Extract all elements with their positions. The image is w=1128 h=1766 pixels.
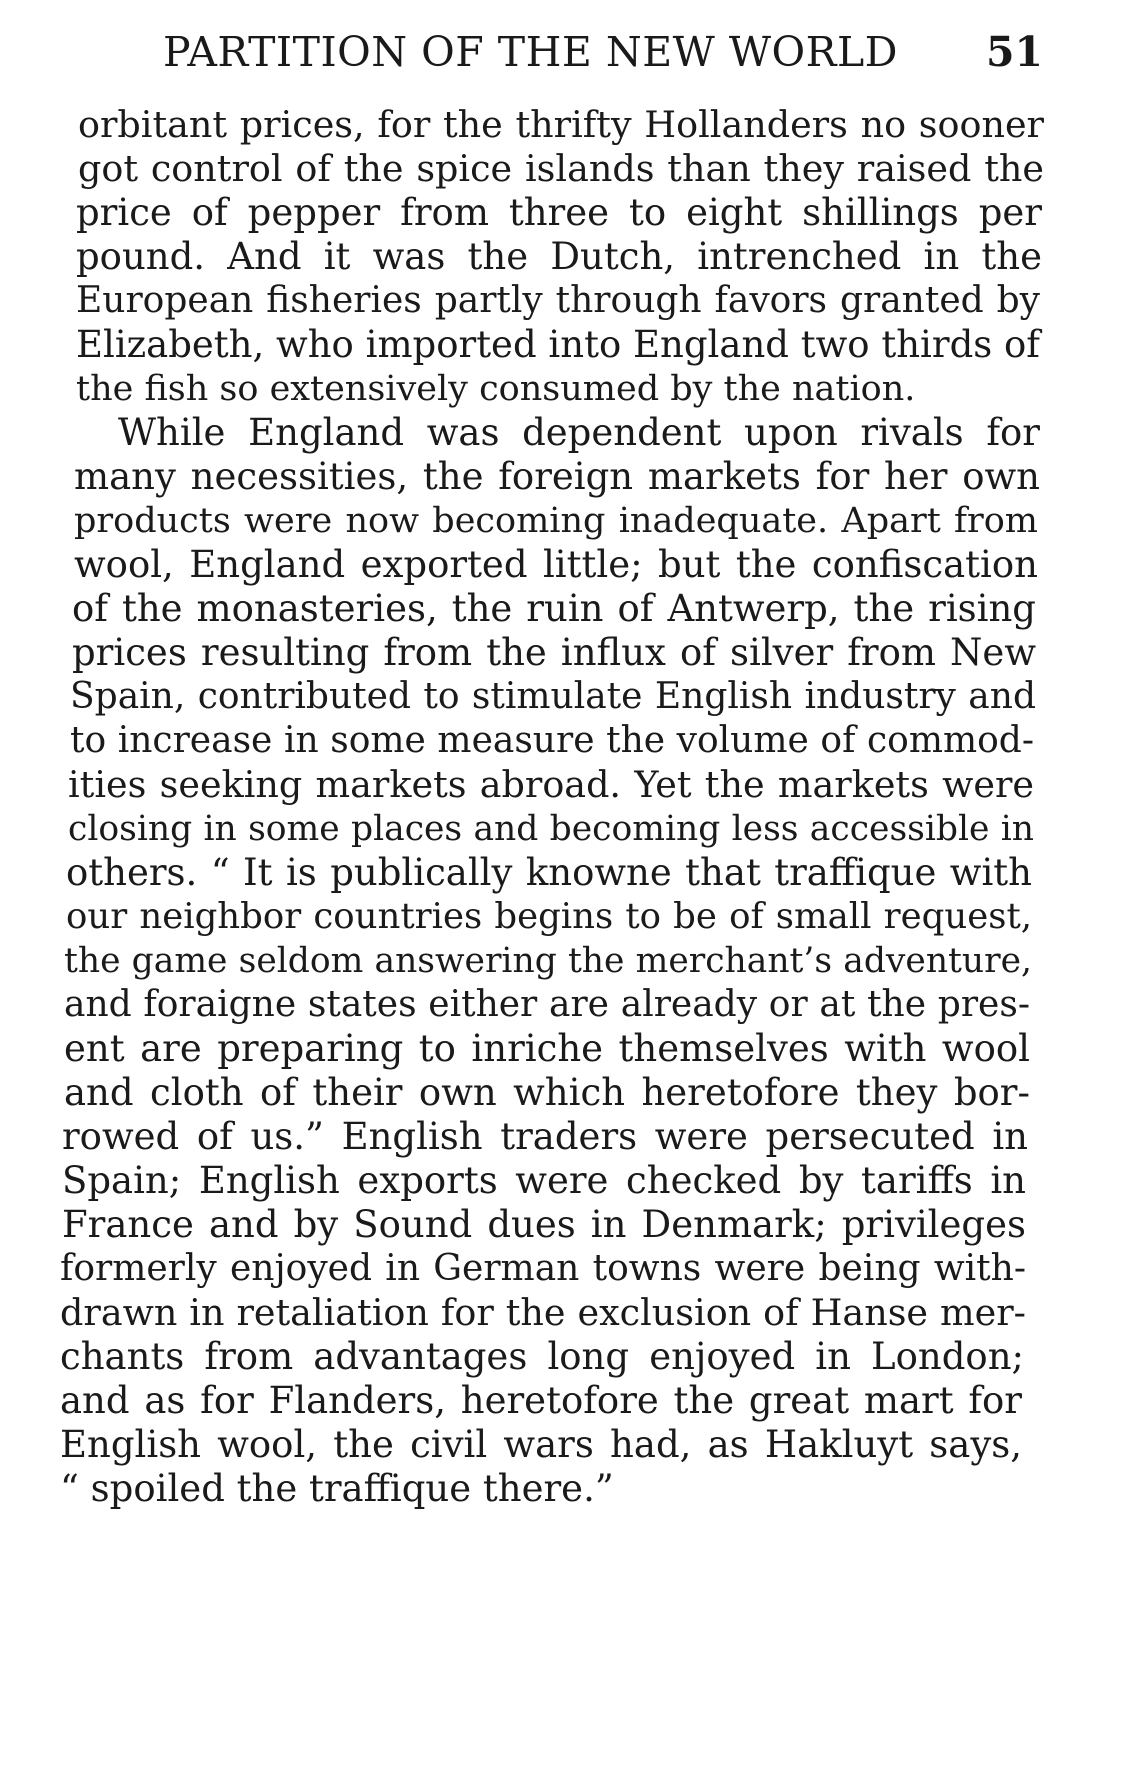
text-line: products were now becoming inadequate. Apart from — [74, 501, 1038, 541]
text-line: and cloth of their own which heretofore they bor- — [64, 1071, 1030, 1114]
text-line: others. “ It is publically knowne that traffique with — [66, 851, 1032, 894]
running-head — [163, 28, 1043, 88]
text-line: ities seeking markets abroad. Yet the markets were — [68, 763, 1034, 806]
text-line: the fish so extensively consumed by the nation. — [76, 369, 916, 409]
text-line: rowed of us.” English traders were persecuted in — [62, 1115, 1028, 1158]
text-line: “ spoiled the traffique there.” — [60, 1467, 614, 1510]
text-line: orbitant prices, for the thrifty Hollanders no sooner — [78, 103, 1044, 146]
text-line: English wool, the civil wars had, as Hakluyt says, — [60, 1423, 1022, 1466]
text-line: our neighbor countries begins to be of small request, — [66, 896, 1032, 937]
text-line: chants from advantages long enjoyed in London; — [60, 1335, 1024, 1378]
text-line: Spain; English exports were checked by tariffs in — [62, 1159, 1026, 1202]
text-line: wool, England exported little; but the confiscation — [74, 543, 1038, 586]
text-line: pound. And it was the Dutch, intrenched in the — [76, 235, 1042, 278]
text-line: France and by Sound dues in Denmark; privileges — [62, 1203, 1026, 1246]
text-line: many necessities, the foreign markets for her own — [74, 455, 1040, 498]
text-line: European fisheries partly through favors granted by — [76, 280, 1040, 321]
text-line: to increase in some measure the volume of commod- — [70, 720, 1034, 761]
text-line: formerly enjoyed in German towns were being with- — [60, 1248, 1026, 1289]
running-title: PARTITION OF THE NEW WORLD — [163, 28, 899, 76]
page-number: 51 — [985, 28, 1043, 76]
text-line: closing in some places and becoming less accessible in — [68, 809, 1034, 849]
text-line: the game seldom answering the merchant’s adventure, — [64, 941, 1032, 981]
text-line: Spain, contributed to stimulate English industry and — [70, 676, 1036, 717]
text-line: prices resulting from the influx of silver from New — [72, 631, 1036, 674]
text-line: of the monasteries, the ruin of Antwerp, the rising — [72, 587, 1036, 630]
text-line: ent are preparing to inriche themselves with wool — [64, 1027, 1030, 1070]
text-line: got control of the spice islands than they raised the — [78, 147, 1044, 190]
text-line: drawn in retaliation for the exclusion of Hanse mer- — [60, 1291, 1026, 1334]
text-line: Elizabeth, who imported into England two thirds of — [76, 323, 1040, 366]
text-line: While England was dependent upon rivals for — [118, 411, 1040, 454]
text-line: and as for Flanders, heretofore the great mart for — [60, 1379, 1022, 1422]
text-line: and foraigne states either are already or at the pres- — [64, 984, 1030, 1025]
text-line: price of pepper from three to eight shillings per — [76, 191, 1042, 234]
